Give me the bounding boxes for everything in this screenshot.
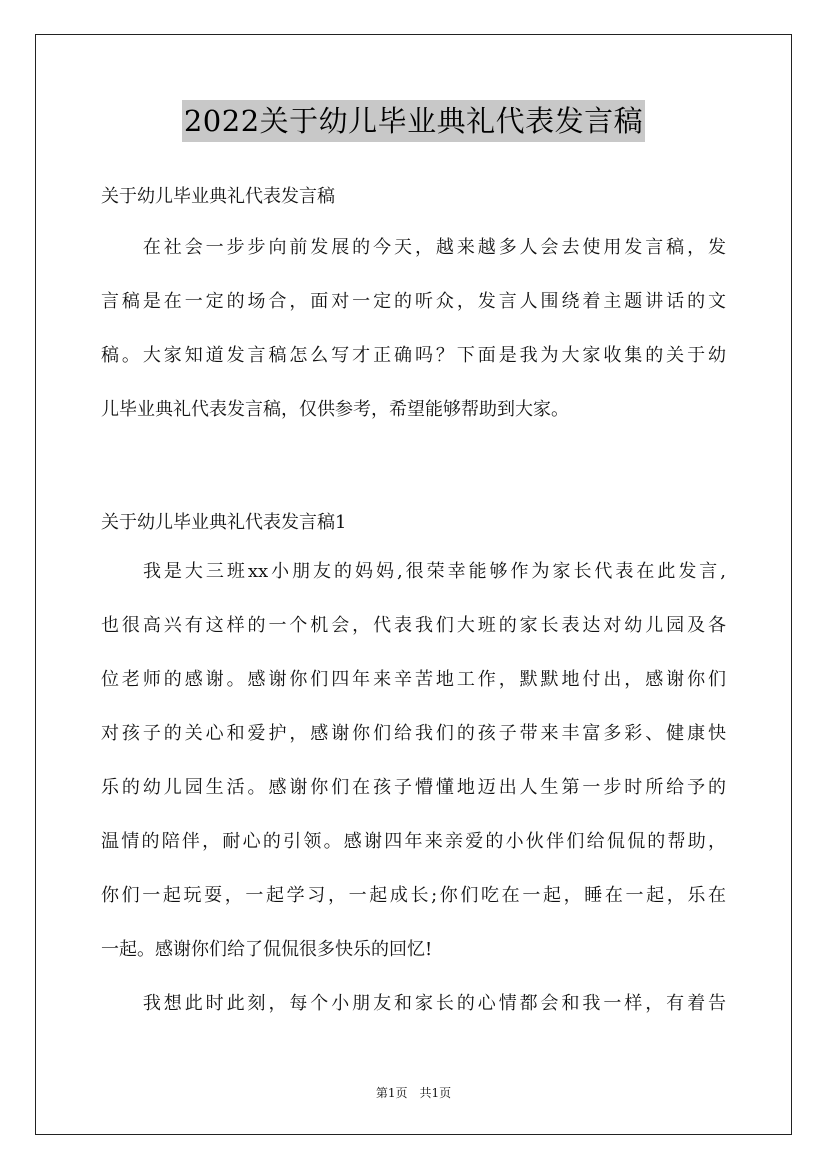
paragraph-line: 言稿是在一定的场合，面对一定的听众，发言人围绕着主题讲话的文 [101, 291, 726, 312]
paragraph-line: 温情的陪伴，耐心的引领。感谢四年来亲爱的小伙伴们给侃侃的帮助， [101, 831, 726, 852]
paragraph-line: 你们一起玩耍，一起学习，一起成长;你们吃在一起，睡在一起，乐在 [101, 885, 726, 906]
paragraph-line: 对孩子的关心和爱护，感谢你们给我们的孩子带来丰富多彩、健康快 [101, 723, 726, 744]
speech-paragraph [101, 545, 726, 977]
paragraph-line: 也很高兴有这样的一个机会，代表我们大班的家长表达对幼儿园及各 [101, 615, 726, 636]
paragraph-line: 儿毕业典礼代表发言稿，仅供参考，希望能够帮助到大家。 [101, 399, 569, 420]
document-title: 2022关于幼儿毕业典礼代表发言稿 [182, 100, 645, 142]
page-number: 第1页 共1页 [375, 1086, 452, 1100]
intro-paragraph [101, 221, 726, 437]
closing-paragraph [101, 977, 726, 1031]
paragraph-line: 一起。感谢你们给了侃侃很多快乐的回忆! [101, 939, 433, 960]
paragraph-line: 我想此时此刻，每个小朋友和家长的心情都会和我一样，有着告 [101, 993, 726, 1014]
paragraph-line: 稿。大家知道发言稿怎么写才正确吗？下面是我为大家收集的关于幼 [101, 345, 726, 366]
section-heading-1: 关于幼儿毕业典礼代表发言稿1 [101, 512, 347, 533]
paragraph-line: 在社会一步步向前发展的今天，越来越多人会去使用发言稿，发 [101, 237, 726, 258]
paragraph-line: 位老师的感谢。感谢你们四年来辛苦地工作，默默地付出，感谢你们 [101, 669, 726, 690]
paragraph-line: 乐的幼儿园生活。感谢你们在孩子懵懂地迈出人生第一步时所给予的 [101, 777, 726, 798]
paragraph-line: 我是大三班xx小朋友的妈妈,很荣幸能够作为家长代表在此发言, [101, 561, 726, 582]
section-heading: 关于幼儿毕业典礼代表发言稿 [101, 186, 335, 207]
title-container [0, 100, 827, 142]
